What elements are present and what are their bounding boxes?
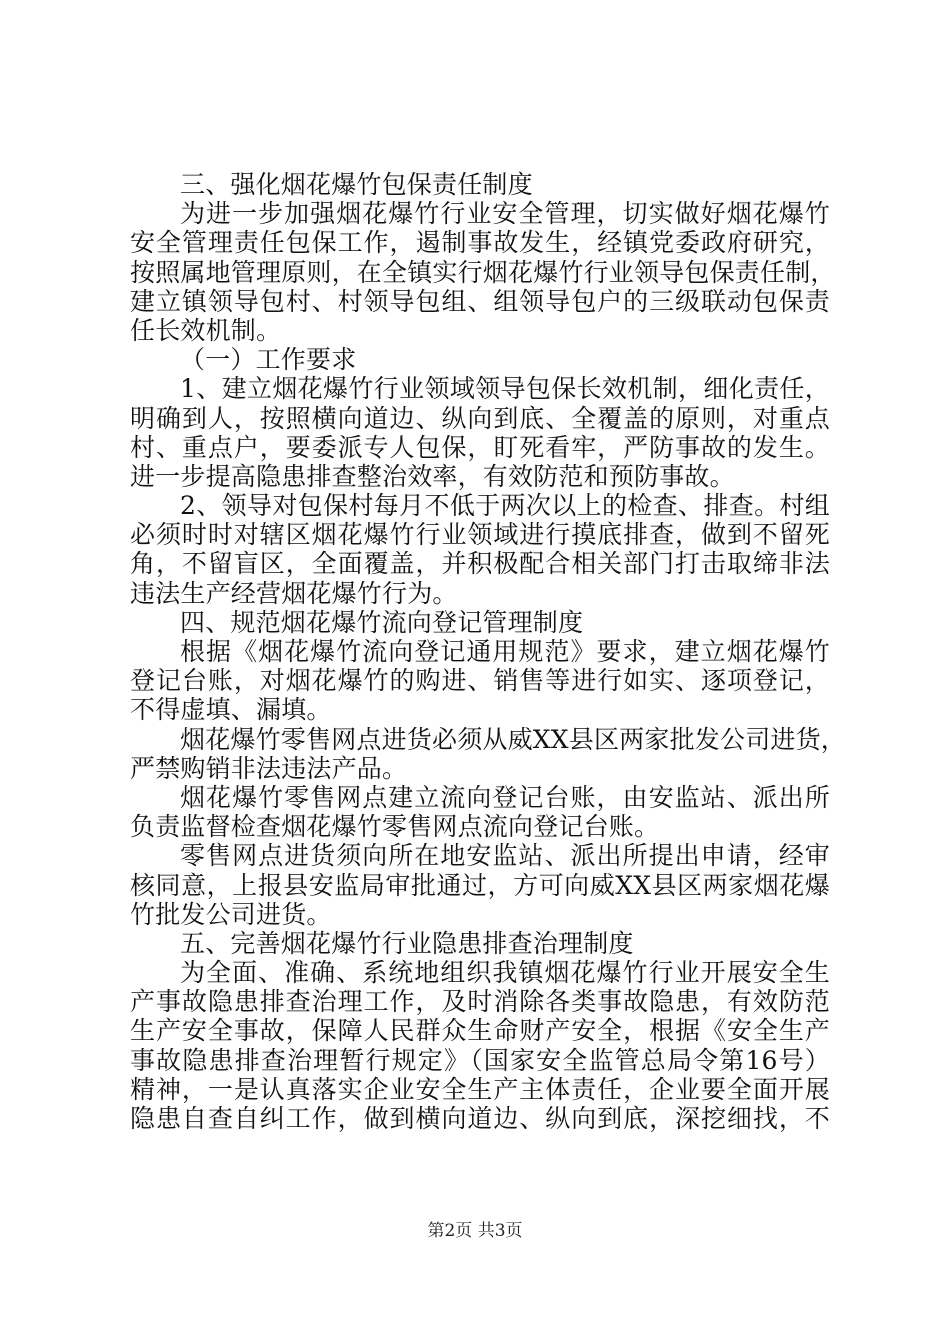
text-line: 安全管理责任包保工作，遏制事故发生，经镇党委政府研究， xyxy=(130,228,830,258)
text-line: 生产安全事故，保障人民群众生命财产安全，根据《安全生产 xyxy=(130,1016,830,1046)
text-line: 为全面、准确、系统地组织我镇烟花爆竹行业开展安全生 xyxy=(180,958,830,988)
text-line: 产事故隐患排查治理工作，及时消除各类事故隐患，有效防范 xyxy=(130,987,830,1017)
text-line: 竹批发公司进货。 xyxy=(130,899,332,929)
text-line: 必须时时对辖区烟花爆竹行业领域进行摸底排查，做到不留死 xyxy=(130,520,830,550)
text-line: 事故隐患排查治理暂行规定》（国家安全监管总局令第16号） xyxy=(130,1045,830,1075)
text-line: 零售网点进货须向所在地安监站、派出所提出申请，经审 xyxy=(180,841,830,871)
text-line: 负责监督检查烟花爆竹零售网点流向登记台账。 xyxy=(130,812,660,842)
text-line: 按照属地管理原则，在全镇实行烟花爆竹行业领导包保责任制， xyxy=(130,257,836,287)
text-line: 为进一步加强烟花爆竹行业安全管理，切实做好烟花爆竹 xyxy=(180,199,830,229)
text-line: 三、强化烟花爆竹包保责任制度 xyxy=(180,170,533,199)
document-body xyxy=(130,170,846,1133)
text-line: 进一步提高隐患排查整治效率，有效防范和预防事故。 xyxy=(130,461,735,491)
text-line: 登记台账，对烟花爆竹的购进、销售等进行如实、逐项登记， xyxy=(130,666,830,696)
text-line: 隐患自查自纠工作，做到横向道边、纵向到底，深挖细找，不 xyxy=(130,1104,830,1133)
text-line: （一）工作要求 xyxy=(180,345,357,375)
text-line: 烟花爆竹零售网点进货必须从威XX县区两家批发公司进货， xyxy=(180,724,846,754)
page-footer xyxy=(0,1216,950,1241)
text-line: 五、完善烟花爆竹行业隐患排查治理制度 xyxy=(180,928,634,958)
text-line: 精神，一是认真落实企业安全生产主体责任，企业要全面开展 xyxy=(130,1074,830,1104)
text-line: 建立镇领导包村、村领导包组、组领导包户的三级联动包保责 xyxy=(130,286,830,316)
text-line: 根据《烟花爆竹流向登记通用规范》要求，建立烟花爆竹 xyxy=(180,637,830,666)
text-line: 违法生产经营烟花爆竹行为。 xyxy=(130,578,458,608)
text-line: 角，不留盲区，全面覆盖，并积极配合相关部门打击取缔非法 xyxy=(130,549,830,579)
text-line: 四、规范烟花爆竹流向登记管理制度 xyxy=(180,607,584,637)
page-number: 第2页 共3页 xyxy=(427,1221,523,1241)
text-line: 严禁购销非法违法产品。 xyxy=(130,753,408,783)
text-line: 明确到人，按照横向道边、纵向到底、全覆盖的原则，对重点 xyxy=(130,403,830,433)
text-line: 任长效机制。 xyxy=(130,315,282,345)
text-line: 1、建立烟花爆竹行业领域领导包保长效机制，细化责任， xyxy=(180,374,830,404)
text-line: 村、重点户，要委派专人包保，盯死看牢，严防事故的发生。 xyxy=(130,432,830,462)
text-line: 核同意，上报县安监局审批通过，方可向威XX县区两家烟花爆 xyxy=(130,870,830,900)
text-line: 2、领导对包保村每月不低于两次以上的检查、排查。村组 xyxy=(180,491,830,521)
text-line: 不得虚填、漏填。 xyxy=(130,695,332,725)
text-line: 烟花爆竹零售网点建立流向登记台账，由安监站、派出所 xyxy=(180,782,830,812)
